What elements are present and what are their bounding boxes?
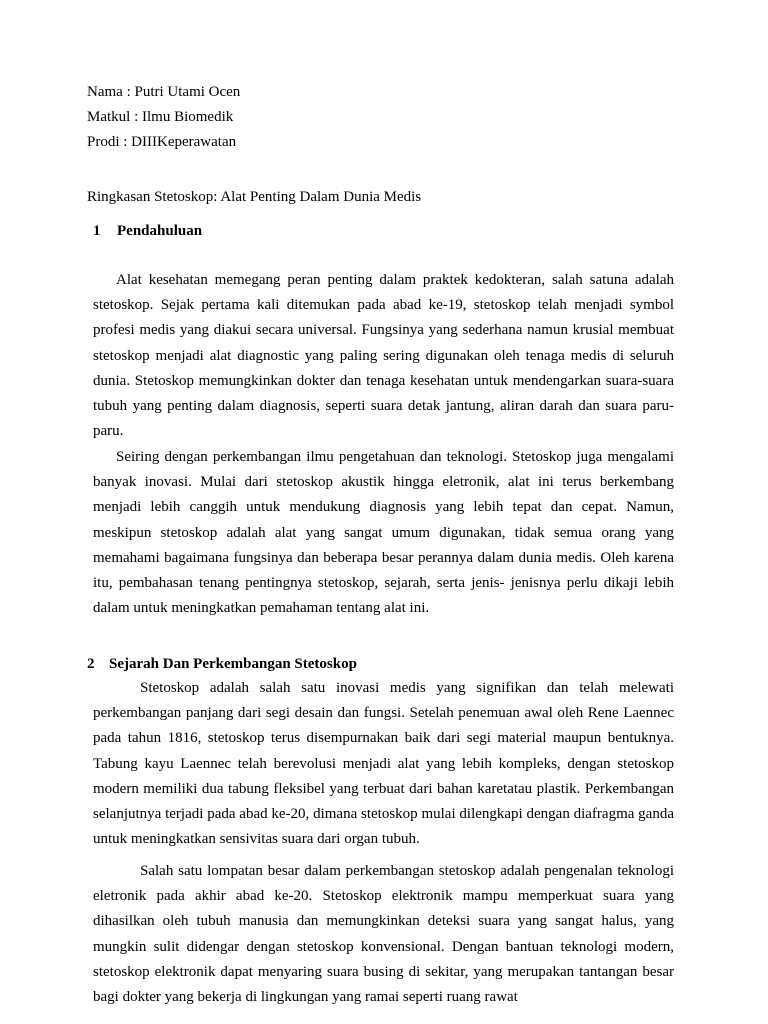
paragraph: Stetoskop adalah salah satu inovasi medis yang signifikan dan telah melewati perkembangan panjang dari segi desain dan fungsi. Setelah penemuan awal oleh Rene Laennec pada tahun 1816, stetoskop terus disempurnakan baik dari segi material maupun bentuknya. Tabung kayu Laennec telah berevolusi menjadi alat yang lebih kompleks, dengan stetoskop modern memiliki dua tabung fleksibel yang terbuat dari bahan karetatau plastik. Perkembangan selanjutnya terjadi pada abad ke-20, dimana stetoskop mulai dilengkapi dengan diafragma ganda untuk meningkatkan sensivitas suara dari organ tubuh. [93, 680, 674, 848]
document-title: Ringkasan Stetoskop: Alat Penting Dalam Dunia Medis [87, 189, 422, 205]
section-heading-2 [87, 655, 357, 673]
course-name: Matkul : Ilmu Biomedik [87, 109, 234, 125]
paragraph: Salah satu lompatan besar dalam perkembangan stetoskop adalah pengenalan teknologi eletronik pada akhir abad ke-20. Stetoskop elektronik mampu memperkuat suara yang dihasilkan oleh tubuh manusia dan memungkinkan deteksi suara yang sangat halus, yang mungkin sulit didengar dengan stetoskop konvensional. Dengan bantuan teknologi modern, stetoskop elektronik dapat menyaring suara busing di sekitar, yang merupakan tantangan besar bagi dokter yang bekerja di lingkungan yang ramai seperti ruang rawat [93, 863, 674, 1006]
paragraph: Seiring dengan perkembangan ilmu pengetahuan dan teknologi. Stetoskop juga mengalami banyak inovasi. Mulai dari stetoskop akustik hingga eletronik, alat ini terus berkembang menjadi lebih canggih untuk mendukung diagnosis yang lebih tepat dan cepat. Namun, meskipun stetoskop adalah alat yang sangat umum digunakan, tidak semua orang yang memahami bagaimana fungsinya dan beberapa besar perannya dalam dunia medis. Oleh karena itu, pembahasan tenang pentingnya stetoskop, sejarah, serta jenis- jenisnya perlu dikaji lebih dalam untuk meningkatkan pemahaman tentang alat ini. [93, 449, 674, 617]
student-name: Nama : Putri Utami Ocen [87, 84, 241, 100]
study-program: Prodi : DIIIKeperawatan [87, 134, 237, 150]
section-title: Sejarah Dan Perkembangan Stetoskop [109, 656, 357, 672]
section-title: Pendahuluan [117, 223, 203, 239]
paragraph: Alat kesehatan memegang peran penting dalam praktek kedokteran, salah satuna adalah stetoskop. Sejak pertama kali ditemukan pada abad ke-19, stetoskop telah menjadi symbol profesi medis yang diakui secara universal. Fungsinya yang sederhana namun krusial membuat stetoskop menjadi alat diagnostic yang paling sering digunakan oleh tenaga medis di seluruh dunia. Stetoskop memungkinkan dokter dan tenaga kesehatan untuk mendengarkan suara-suara tubuh yang penting dalam diagnosis, seperti suara detak jantung, aliran darah dan suara paru-paru. [93, 272, 674, 440]
section-number: 2 [87, 656, 95, 672]
section-heading-1 [93, 222, 202, 240]
section-number: 1 [93, 223, 101, 239]
